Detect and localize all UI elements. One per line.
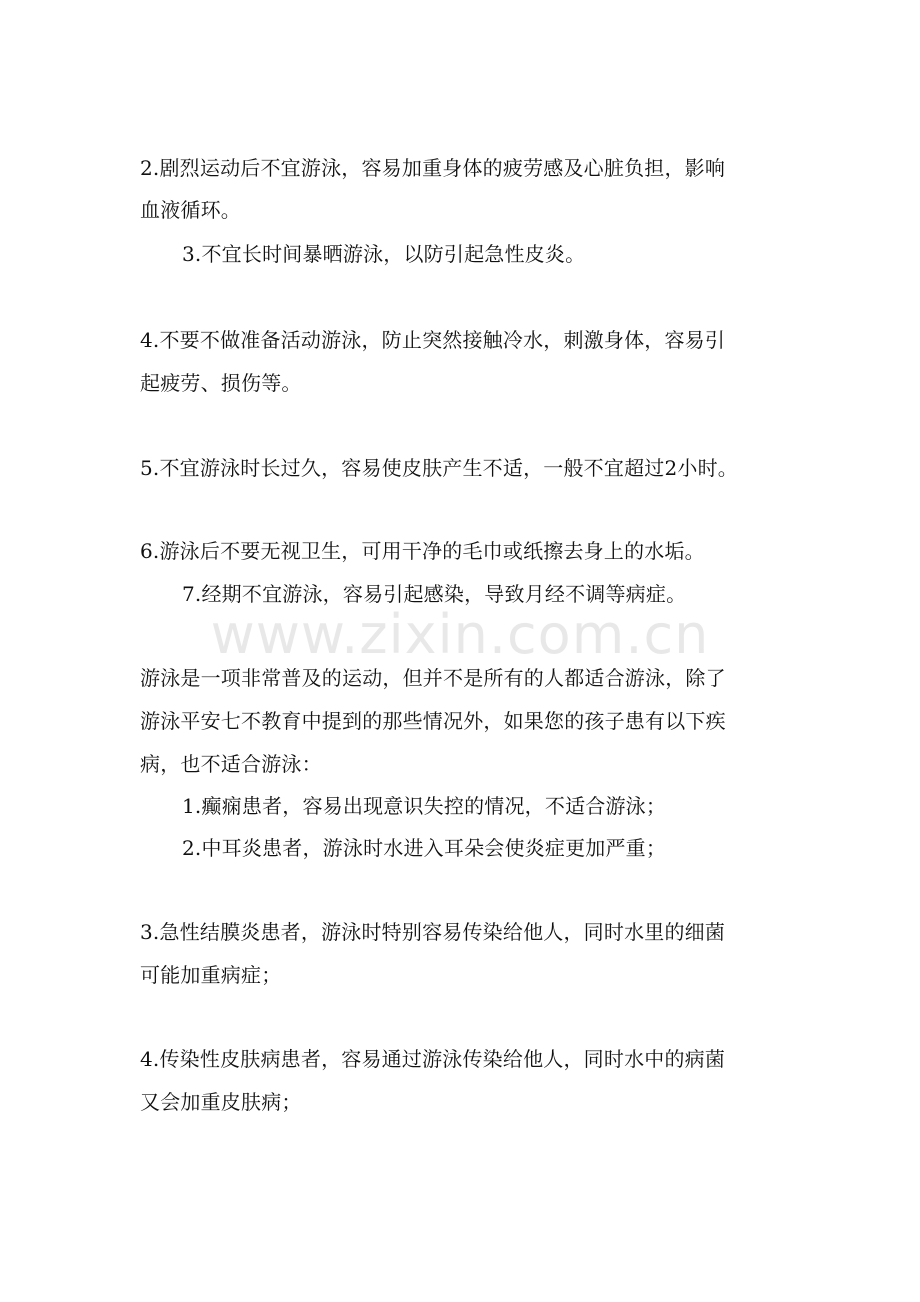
text-line: 3.不宜长时间暴晒游泳，以防引起急性皮炎。 <box>182 242 586 266</box>
text-line: 血液循环。 <box>140 198 241 222</box>
text-line: 2.中耳炎患者，游泳时水进入耳朵会使炎症更加严重； <box>182 836 667 860</box>
watermark: www.zixin.com.cn <box>210 603 710 666</box>
text-line: 可能加重病症； <box>140 963 282 987</box>
text-line: 1.癫痫患者，容易出现意识失控的情况，不适合游泳； <box>182 794 667 818</box>
text-line: 游泳是一项非常普及的运动，但并不是所有的人都适合游泳，除了 <box>140 666 726 690</box>
text-line: 7.经期不宜游泳，容易引起感染，导致月经不调等病症。 <box>182 582 687 606</box>
text-line: 6.游泳后不要无视卫生，可用干净的毛巾或纸擦去身上的水垢。 <box>140 539 705 563</box>
text-line: 游泳平安七不教育中提到的那些情况外，如果您的孩子患有以下疾 <box>140 709 726 733</box>
text-line: 3.急性结膜炎患者，游泳时特别容易传染给他人，同时水里的细菌 <box>140 920 726 944</box>
text-line: 5.不宜游泳时长过久，容易使皮肤产生不适，一般不宜超过2小时。 <box>140 456 739 480</box>
text-line: 2.剧烈运动后不宜游泳，容易加重身体的疲劳感及心脏负担，影响 <box>140 156 726 180</box>
text-line: 4.不要不做准备活动游泳，防止突然接触冷水，刺激身体，容易引 <box>140 328 726 352</box>
text-line: 又会加重皮肤病； <box>140 1090 302 1114</box>
text-line: 4.传染性皮肤病患者，容易通过游泳传染给他人，同时水中的病菌 <box>140 1047 726 1071</box>
text-line: 起疲劳、损伤等。 <box>140 371 302 395</box>
text-line: 病，也不适合游泳： <box>140 752 322 776</box>
